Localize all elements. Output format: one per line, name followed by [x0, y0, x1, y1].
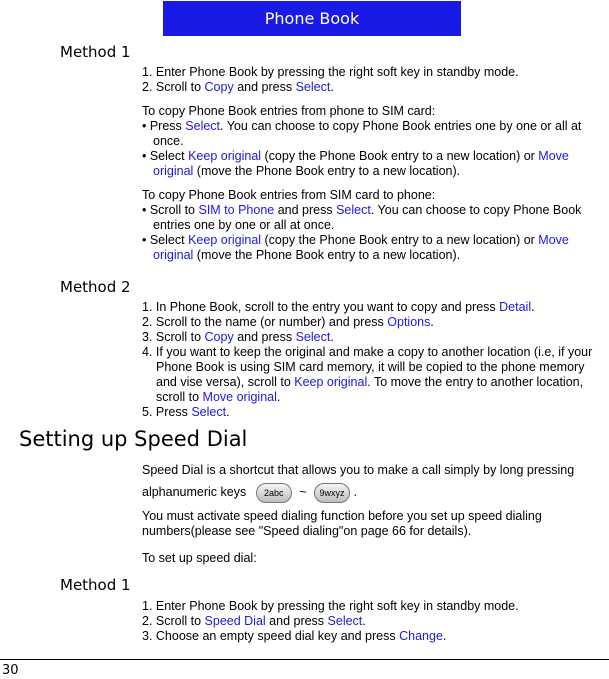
speed-dial-intro — [142, 459, 604, 503]
step: 2. Scroll to the name (or number) and press Options. — [142, 315, 434, 329]
page-number: 30 — [2, 663, 19, 678]
method-1-speed-dial-heading: Method 1 — [60, 576, 131, 594]
step: 1. Enter Phone Book by pressing the right soft key in standby mode. — [142, 599, 519, 613]
paragraph: To set up speed dial: — [142, 551, 257, 565]
method-1-speed-dial-body — [142, 599, 604, 644]
method-1-body — [142, 65, 604, 263]
section-heading: Setting up Speed Dial — [19, 427, 248, 451]
method-1-heading: Method 1 — [60, 43, 131, 61]
step: 1. In Phone Book, scroll to the entry you want to copy and press Detail. — [142, 300, 535, 314]
bullet: • Press Select. You can choose to copy Phone Book entries one by one or all at once. — [142, 119, 582, 148]
paragraph: Speed Dial is a shortcut that allows you to make a call simply by long pressing alphanumeric keys 2abc ~ 9wxyz . — [142, 459, 604, 503]
step: 5. Press Select. — [142, 405, 230, 419]
step: 1. Enter Phone Book by pressing the right soft key in standby mode. — [142, 65, 519, 79]
step: 3. Choose an empty speed dial key and press Change. — [142, 629, 447, 643]
step: 4. If you want to keep the original and make a copy to another location (i.e, if your Phone Book is using SIM card memory, it will be copied to the phone memory and vise versa), scroll to Keep original. To move the entry to another location, scroll to Move original. — [142, 345, 593, 404]
step: 2. Scroll to Speed Dial and press Select. — [142, 614, 366, 628]
bullet: • Select Keep original (copy the Phone Book entry to a new location) or Move original (move the Phone Book entry to a new location). — [142, 149, 569, 178]
method-2-body — [142, 300, 604, 420]
step: 2. Scroll to Copy and press Select. — [142, 80, 334, 94]
key-9-icon: 9wxyz — [314, 483, 350, 503]
key-2-icon: 2abc — [256, 483, 292, 503]
speed-dial-body — [142, 509, 604, 566]
bullet: • Scroll to SIM to Phone and press Select. You can choose to copy Phone Book entries one by one or all at once. — [142, 203, 582, 232]
chapter-banner: Phone Book — [163, 1, 461, 36]
paragraph: You must activate speed dialing function before you set up speed dialing numbers(please see "Speed dialing"on page 66 for details). — [142, 509, 542, 538]
step: 3. Scroll to Copy and press Select. — [142, 330, 334, 344]
paragraph: To copy Phone Book entries from SIM card to phone: — [142, 188, 436, 202]
method-2-heading: Method 2 — [60, 278, 131, 296]
footer-rule — [0, 659, 609, 660]
bullet: • Select Keep original (copy the Phone Book entry to a new location) or Move original (move the Phone Book entry to a new location). — [142, 233, 569, 262]
paragraph: To copy Phone Book entries from phone to SIM card: — [142, 104, 436, 118]
